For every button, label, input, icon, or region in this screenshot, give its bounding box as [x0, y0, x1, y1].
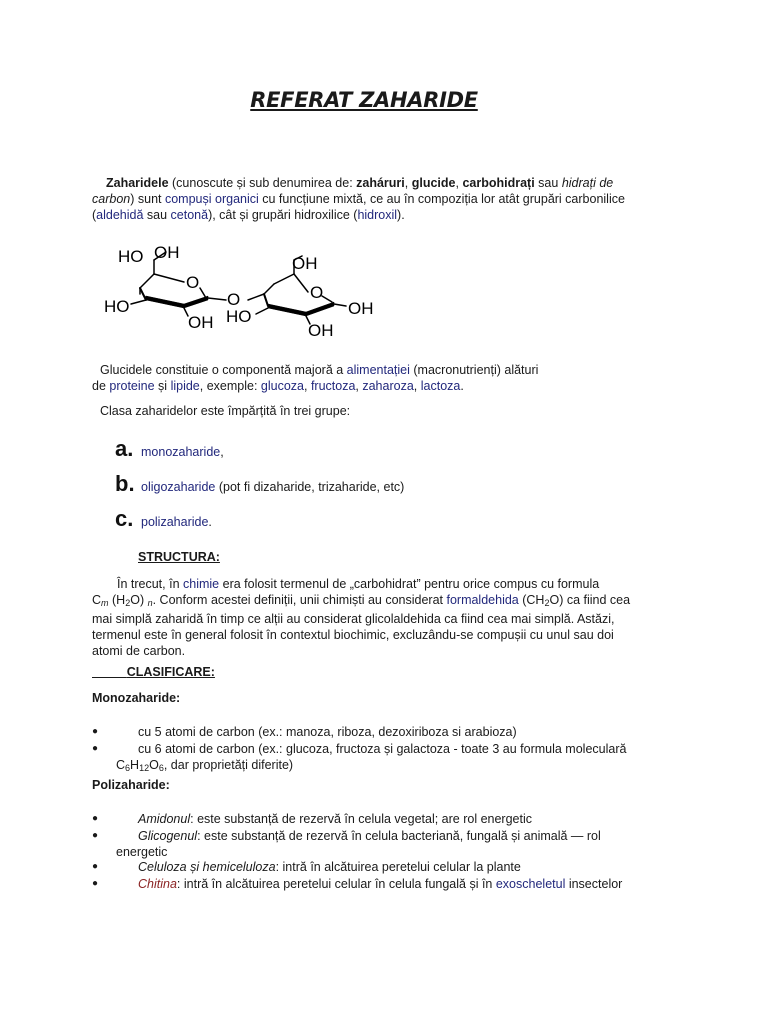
- text: ) sunt: [130, 192, 165, 206]
- text: ), cât și grupări hidroxilice (: [208, 208, 358, 222]
- bullet-icon: ●: [92, 878, 99, 889]
- term-glucide: glucide: [411, 176, 456, 190]
- text: de: [92, 379, 110, 393]
- text: (pot fi dizaharide, trizaharide, etc): [215, 480, 405, 494]
- text: ,: [413, 379, 421, 393]
- subscript: 12: [139, 763, 150, 773]
- text: : intră în alcătuirea peretelui celular la plante: [275, 860, 521, 874]
- text: C: [92, 593, 102, 607]
- text: .: [208, 515, 212, 529]
- label-oh: OH: [308, 321, 334, 340]
- label-ho: HO: [118, 247, 144, 266]
- link-glucoza[interactable]: glucoza: [260, 379, 304, 393]
- class-item-c: [115, 506, 212, 532]
- heading-text: CLASIFICARE:: [126, 665, 215, 679]
- bullet-icon: ●: [92, 743, 99, 754]
- molecular-formula-line: [116, 757, 293, 776]
- bullet-icon: ●: [92, 726, 99, 737]
- subscript: 2: [125, 598, 131, 608]
- page-title: REFERAT ZAHARIDE: [250, 88, 478, 112]
- term-glicogenul: Glicogenul: [138, 829, 198, 843]
- text: (: [92, 208, 97, 222]
- term-carbon: carbon: [92, 192, 131, 206]
- list-item-continuation: energetic: [116, 845, 168, 859]
- label-o: O: [310, 283, 324, 302]
- list-letter: c.: [115, 506, 134, 531]
- list-item-text: [138, 859, 521, 875]
- link-zaharoza[interactable]: zaharoza: [362, 379, 414, 393]
- text: ,: [355, 379, 363, 393]
- link-aldehida[interactable]: aldehidă: [96, 208, 144, 222]
- text-line: termenul este în general folosit în contextul biochimic, excluzându-se compușii cu unul sau doi: [92, 628, 614, 642]
- text-line: atomi de carbon.: [92, 644, 186, 658]
- text: ,: [303, 379, 311, 393]
- classes-intro: Clasa zaharidelor este împărțită în trei grupe:: [100, 404, 351, 418]
- label-ho: HO: [104, 297, 130, 316]
- label-o-bridge: O: [227, 290, 241, 309]
- label-o: O: [186, 273, 200, 292]
- link-lactoza[interactable]: lactoza: [420, 379, 461, 393]
- link-lipide[interactable]: lipide: [170, 379, 200, 393]
- link-compusi-organici[interactable]: compuși organici: [164, 192, 259, 206]
- heading-indent: [92, 665, 127, 679]
- link-cetona[interactable]: cetonă: [170, 208, 209, 222]
- text: ,: [404, 176, 412, 190]
- link-hidroxil[interactable]: hidroxil: [357, 208, 398, 222]
- subscript: n: [147, 598, 153, 608]
- glucide-paragraph: [92, 362, 692, 394]
- text: ).: [397, 208, 405, 222]
- label-oh: OH: [154, 243, 180, 262]
- disaccharide-structure-diagram: [96, 238, 396, 342]
- text: H: [130, 758, 140, 772]
- list-item-text: cu 5 atomi de carbon (ex.: manoza, riboza, dezoxiriboza si arabioza): [138, 725, 517, 739]
- text: . Conform acestei definiții, unii chimiști au considerat: [152, 593, 447, 607]
- link-chimie[interactable]: chimie: [183, 577, 220, 591]
- list-item-text: [138, 876, 622, 892]
- label-oh: OH: [292, 254, 318, 273]
- text: O: [149, 758, 159, 772]
- bullet-icon: ●: [92, 861, 99, 872]
- text: .: [460, 379, 464, 393]
- structura-paragraph: [92, 576, 682, 659]
- term-celuloza: Celuloza și hemiceluloza: [138, 860, 276, 874]
- text: , dar proprietăți diferite): [163, 758, 294, 772]
- text: O) ca fiind cea: [549, 593, 631, 607]
- subscript: 6: [125, 763, 131, 773]
- link-proteine[interactable]: proteine: [109, 379, 155, 393]
- text: : este substanță de rezervă în celula bacteriană, fungală și animală — rol: [197, 829, 601, 843]
- text: Glucidele constituie o componentă majoră a: [100, 363, 347, 377]
- class-item-a: [115, 436, 224, 462]
- text: era folosit termenul de „carbohidrat” pentru orice compus cu formula: [219, 577, 600, 591]
- term-amidonul: Amidonul: [138, 812, 191, 826]
- term-carbohidrati: carbohidrați: [462, 176, 535, 190]
- text: sau: [143, 208, 171, 222]
- link-polizaharide[interactable]: polizaharide: [141, 515, 209, 529]
- list-item-text: cu 6 atomi de carbon (ex.: glucoza, fructoza și galactoza - toate 3 au formula moleculară: [138, 742, 627, 756]
- text: ,: [455, 176, 463, 190]
- link-fructoza[interactable]: fructoza: [310, 379, 356, 393]
- text: (CH: [518, 593, 545, 607]
- list-item-text: [138, 811, 532, 827]
- subscript: 6: [158, 763, 164, 773]
- list-letter: a.: [115, 436, 134, 461]
- term-hidrati: hidrați de: [561, 176, 614, 190]
- link-exoscheletul[interactable]: exoscheletul: [495, 877, 566, 891]
- text: ,: [220, 445, 224, 459]
- text: și: [154, 379, 171, 393]
- text: sau: [534, 176, 562, 190]
- text: : intră în alcătuirea peretelui celular în celula fungală și în: [176, 877, 496, 891]
- text: C: [116, 758, 126, 772]
- section-heading-structura: STRUCTURA:: [138, 550, 220, 564]
- label-oh: OH: [188, 313, 214, 332]
- subheading-polizaharide: Polizaharide:: [92, 778, 170, 792]
- link-oligozaharide[interactable]: oligozaharide: [141, 480, 216, 494]
- link-monozaharide[interactable]: monozaharide: [141, 445, 221, 459]
- link-chitina[interactable]: Chitina: [138, 877, 177, 891]
- bullet-icon: ●: [92, 813, 99, 824]
- text: (cunoscute și sub denumirea de:: [168, 176, 357, 190]
- link-formaldehida[interactable]: formaldehida: [446, 593, 519, 607]
- text-line: mai simplă zaharidă în timp ce alții au considerat glicolaldehida ca fiind cea mai simplă. Astăzi,: [92, 612, 615, 626]
- term-zaharuri: zaháruri: [356, 176, 405, 190]
- subscript: 2: [544, 598, 550, 608]
- list-item-text: [138, 828, 601, 844]
- bullet-icon: ●: [92, 830, 99, 841]
- link-alimentatiei[interactable]: alimentației: [346, 363, 410, 377]
- text: cu funcțiune mixtă, ce au în compoziția lor atât grupări carbonilice: [258, 192, 625, 206]
- subscript: m: [101, 598, 109, 608]
- text: (H: [108, 593, 126, 607]
- subheading-monozaharide: Monozaharide:: [92, 691, 181, 705]
- list-letter: b.: [115, 471, 135, 496]
- intro-paragraph: [92, 175, 682, 223]
- label-ho: HO: [226, 307, 252, 326]
- text: (macronutrienți) alături: [409, 363, 539, 377]
- section-heading-clasificare: [92, 665, 215, 679]
- label-oh: OH: [348, 299, 374, 318]
- text: O): [130, 593, 148, 607]
- term-zaharidele: Zaharidele: [106, 176, 169, 190]
- text: insectelor: [565, 877, 623, 891]
- text: : este substanță de rezervă în celula vegetal; are rol energetic: [190, 812, 532, 826]
- text: , exemple:: [199, 379, 261, 393]
- text: În trecut, în: [117, 577, 184, 591]
- class-item-b: [115, 471, 404, 497]
